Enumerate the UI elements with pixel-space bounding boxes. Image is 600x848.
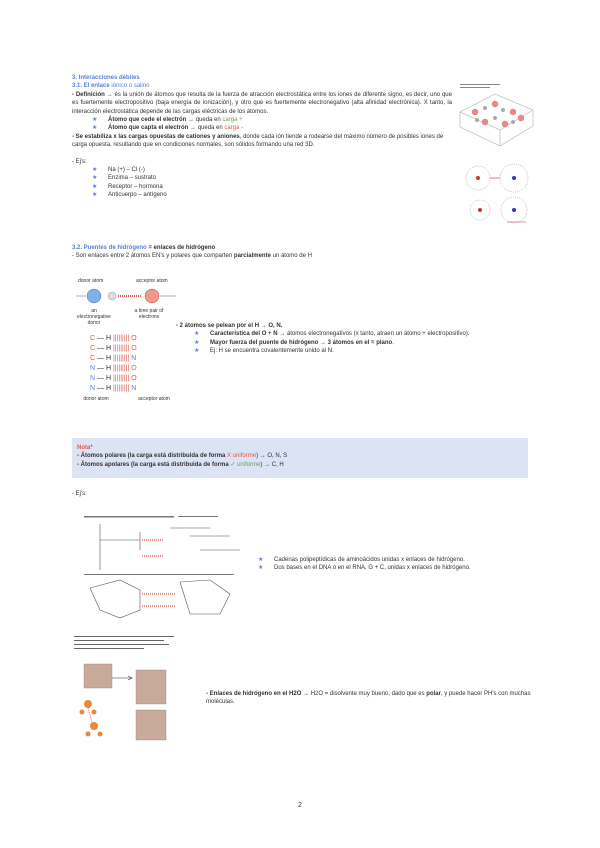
note-box <box>72 438 528 478</box>
star-icon: ★ <box>92 167 98 174</box>
hbond-row: N — H ||||||||| N <box>90 385 137 392</box>
water-hbond-figure <box>72 632 188 744</box>
example-item: ★ Na (+) – Cl (-) <box>92 167 145 174</box>
bullet-on: ★ Característica del O + N → átomos electronegativos (x tanto, atraen un átomo + electropositivo). <box>194 331 470 338</box>
hbond-row: C — H ||||||||| O <box>90 345 137 352</box>
donor-label: donor atom <box>78 278 104 284</box>
example2-item: ★ Cadenas polipeptídicas de aminoácidos unidas x enlaces de hidrógeno. <box>258 557 465 563</box>
star-icon: ★ <box>92 175 98 182</box>
hbond-row: C — H ||||||||| O <box>90 335 137 342</box>
note-title: Nota* <box>77 445 93 451</box>
example2-item: ★ Dos bases en el DNA o en el RNA, G + C, unidas x enlaces de hidrógeno. <box>258 565 471 572</box>
example-item: ★ Receptor – hormona <box>92 183 163 190</box>
donor-bottom-label: donor atom <box>83 396 109 402</box>
note-polar: - Átomos polares (la carga está distribuida de forma X uniforme) → O, N, S <box>77 453 288 460</box>
acceptor-desc: a lone pair of electrons <box>134 308 164 320</box>
star-icon: ★ <box>92 192 98 199</box>
acceptor-label: acceptor atom <box>136 278 168 284</box>
star-icon: ★ <box>194 331 200 338</box>
donor-desc: an electronegative donor <box>77 308 111 326</box>
water-paragraph: - Enlaces de hidrógeno en el H2O → H2O = disolvente muy bueno, dado que es polar, y puede hacer PH's con muchas moléculas. <box>206 691 531 706</box>
star-icon: ★ <box>258 557 264 563</box>
page-number: 2 <box>298 802 302 809</box>
star-icon: ★ <box>92 117 98 124</box>
hbond-figure <box>72 278 184 412</box>
hbond-row: N — H ||||||||| O <box>90 375 137 382</box>
star-icon: ★ <box>258 565 264 572</box>
subsection-32-title: 3.2. Puentes de hidrógeno = enlaces de hidrógeno <box>72 245 216 251</box>
bullet-capta: ★ Átomo que capta el electrón → queda en carga - <box>92 125 244 132</box>
star-icon: ★ <box>194 348 200 355</box>
examples-label: - Ej's: <box>72 158 87 165</box>
note-apolar: - Átomos apolares (la carga está distribuida de forma ✓ uniforme) → C, H <box>77 461 284 468</box>
example-item: ★ Enzima – sustrato <box>92 175 157 182</box>
hbond-row: N — H ||||||||| O <box>90 365 137 372</box>
protein-dna-figure <box>80 510 250 628</box>
definition-paragraph: - Definición → és la unión de átomos que resulta de la fuerza de atracción electrostática entre los iones de diferente signo, es decir, uno que es fuertemente electropositivo (baja energía de ionización), y otro que es fuertemente electronegativo (alta afinidad electrónica). X tanto, la interacción electrostática depende de las cargas eléctricas de los átomos. <box>72 91 452 115</box>
star-icon: ★ <box>92 125 98 132</box>
hbond-row: C — H ||||||||| N <box>90 355 137 362</box>
bullet-example: ★ Ej: H se encuentra covalentemente unido al N. <box>194 348 334 355</box>
bullet-cede: ★ Átomo que cede el electrón → queda en carga + <box>92 117 243 124</box>
star-icon: ★ <box>194 339 200 346</box>
acceptor-bottom-label: acceptor atom <box>138 396 170 402</box>
star-icon: ★ <box>92 183 98 190</box>
section-title: 3. Interacciones débiles <box>72 75 140 81</box>
fight-line: - 2 átomos se pelean por el H → O, N. <box>176 323 283 329</box>
nacl-atoms-figure <box>462 160 538 230</box>
ionic-crystal-figure <box>455 82 537 150</box>
hbond-description: - Son enlaces entre 2 átomos EN's y polares que comparten parcialmente un átomo de H <box>72 253 312 260</box>
stabilization-paragraph: - Se estabiliza x las cargas opuestas de cationes y aniones, donde cada ión tiende a rodearse del máximo número de posibles iones de carga opuesta, resultando que en condiciones normales, son sólidos formando una red 3D. <box>72 133 444 149</box>
subsection-31-title: 3.1. El enlace iónico o salino <box>72 83 150 90</box>
example-item: ★ Anticuerpo – antígeno <box>92 192 167 199</box>
examples2-label: - Ej's: <box>72 491 87 497</box>
bullet-strength: ★ Mayor fuerza del puente de hidrógeno → 3 átomos en el = plano. <box>194 339 394 346</box>
